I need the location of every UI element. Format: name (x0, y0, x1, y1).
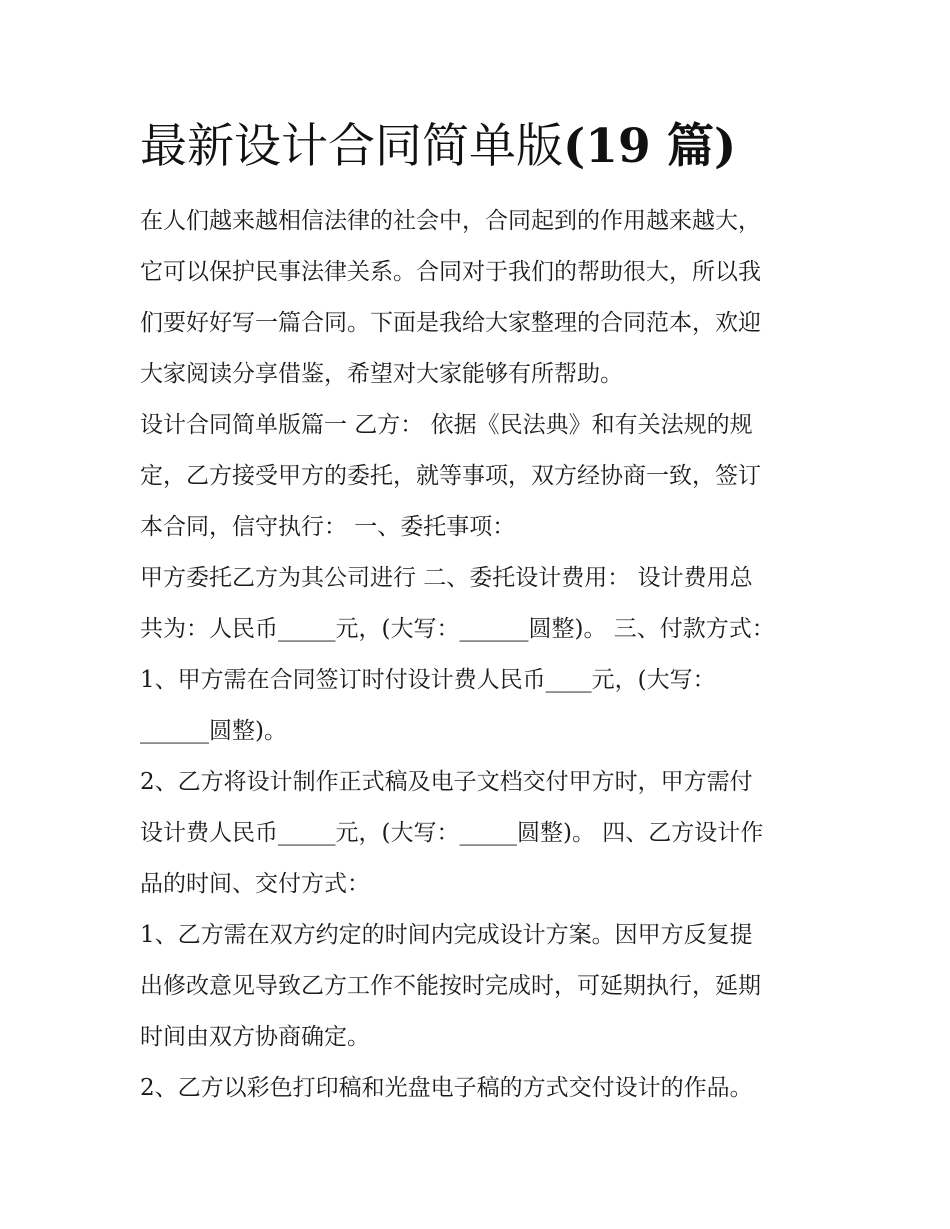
body-line: 1、乙方需在双方约定的时间内完成设计方案。因甲方反复提 (140, 922, 753, 948)
body-line: 定，乙方接受甲方的委托，就等事项，双方经协商一致，签订 (140, 463, 761, 489)
document-title (140, 112, 736, 182)
body-line: 2、乙方以彩色打印稿和光盘电子稿的方式交付设计的作品。 (140, 1075, 753, 1101)
body-line: 出修改意见导致乙方工作不能按时完成时，可延期执行，延期 (140, 973, 761, 999)
title-count: (19 篇) (563, 119, 737, 174)
body-line: 本合同，信守执行： 一、委托事项： (140, 514, 516, 540)
body-line: 时间由双方协商确定。 (140, 1024, 370, 1050)
body-line: 们要好好写一篇合同。下面是我给大家整理的合同范本，欢迎 (140, 310, 761, 336)
body-line: 1、甲方需在合同签订时付设计费人民币____元，(大写： (140, 667, 716, 693)
body-line: ______圆整)。 (140, 718, 287, 744)
document-body (140, 196, 820, 1114)
title-main: 最新设计合同简单版 (140, 119, 563, 174)
body-line: 大家阅读分享借鉴，希望对大家能够有所帮助。 (140, 361, 623, 387)
body-line: 它可以保护民事法律关系。合同对于我们的帮助很大，所以我 (140, 259, 761, 285)
body-line: 设计合同简单版篇一 乙方： 依据《民法典》和有关法规的规 (140, 412, 753, 438)
body-line: 共为：人民币_____元，(大写：______圆整)。 三、付款方式： (140, 616, 775, 642)
body-line: 设计费人民币_____元，(大写：_____圆整)。 四、乙方设计作 (140, 820, 764, 846)
body-line: 在人们越来越相信法律的社会中，合同起到的作用越来越大， (140, 208, 761, 234)
body-line: 品的时间、交付方式： (140, 871, 370, 897)
body-line: 2、乙方将设计制作正式稿及电子文档交付甲方时，甲方需付 (140, 769, 753, 795)
body-line: 甲方委托乙方为其公司进行 二、委托设计费用： 设计费用总 (140, 565, 753, 591)
